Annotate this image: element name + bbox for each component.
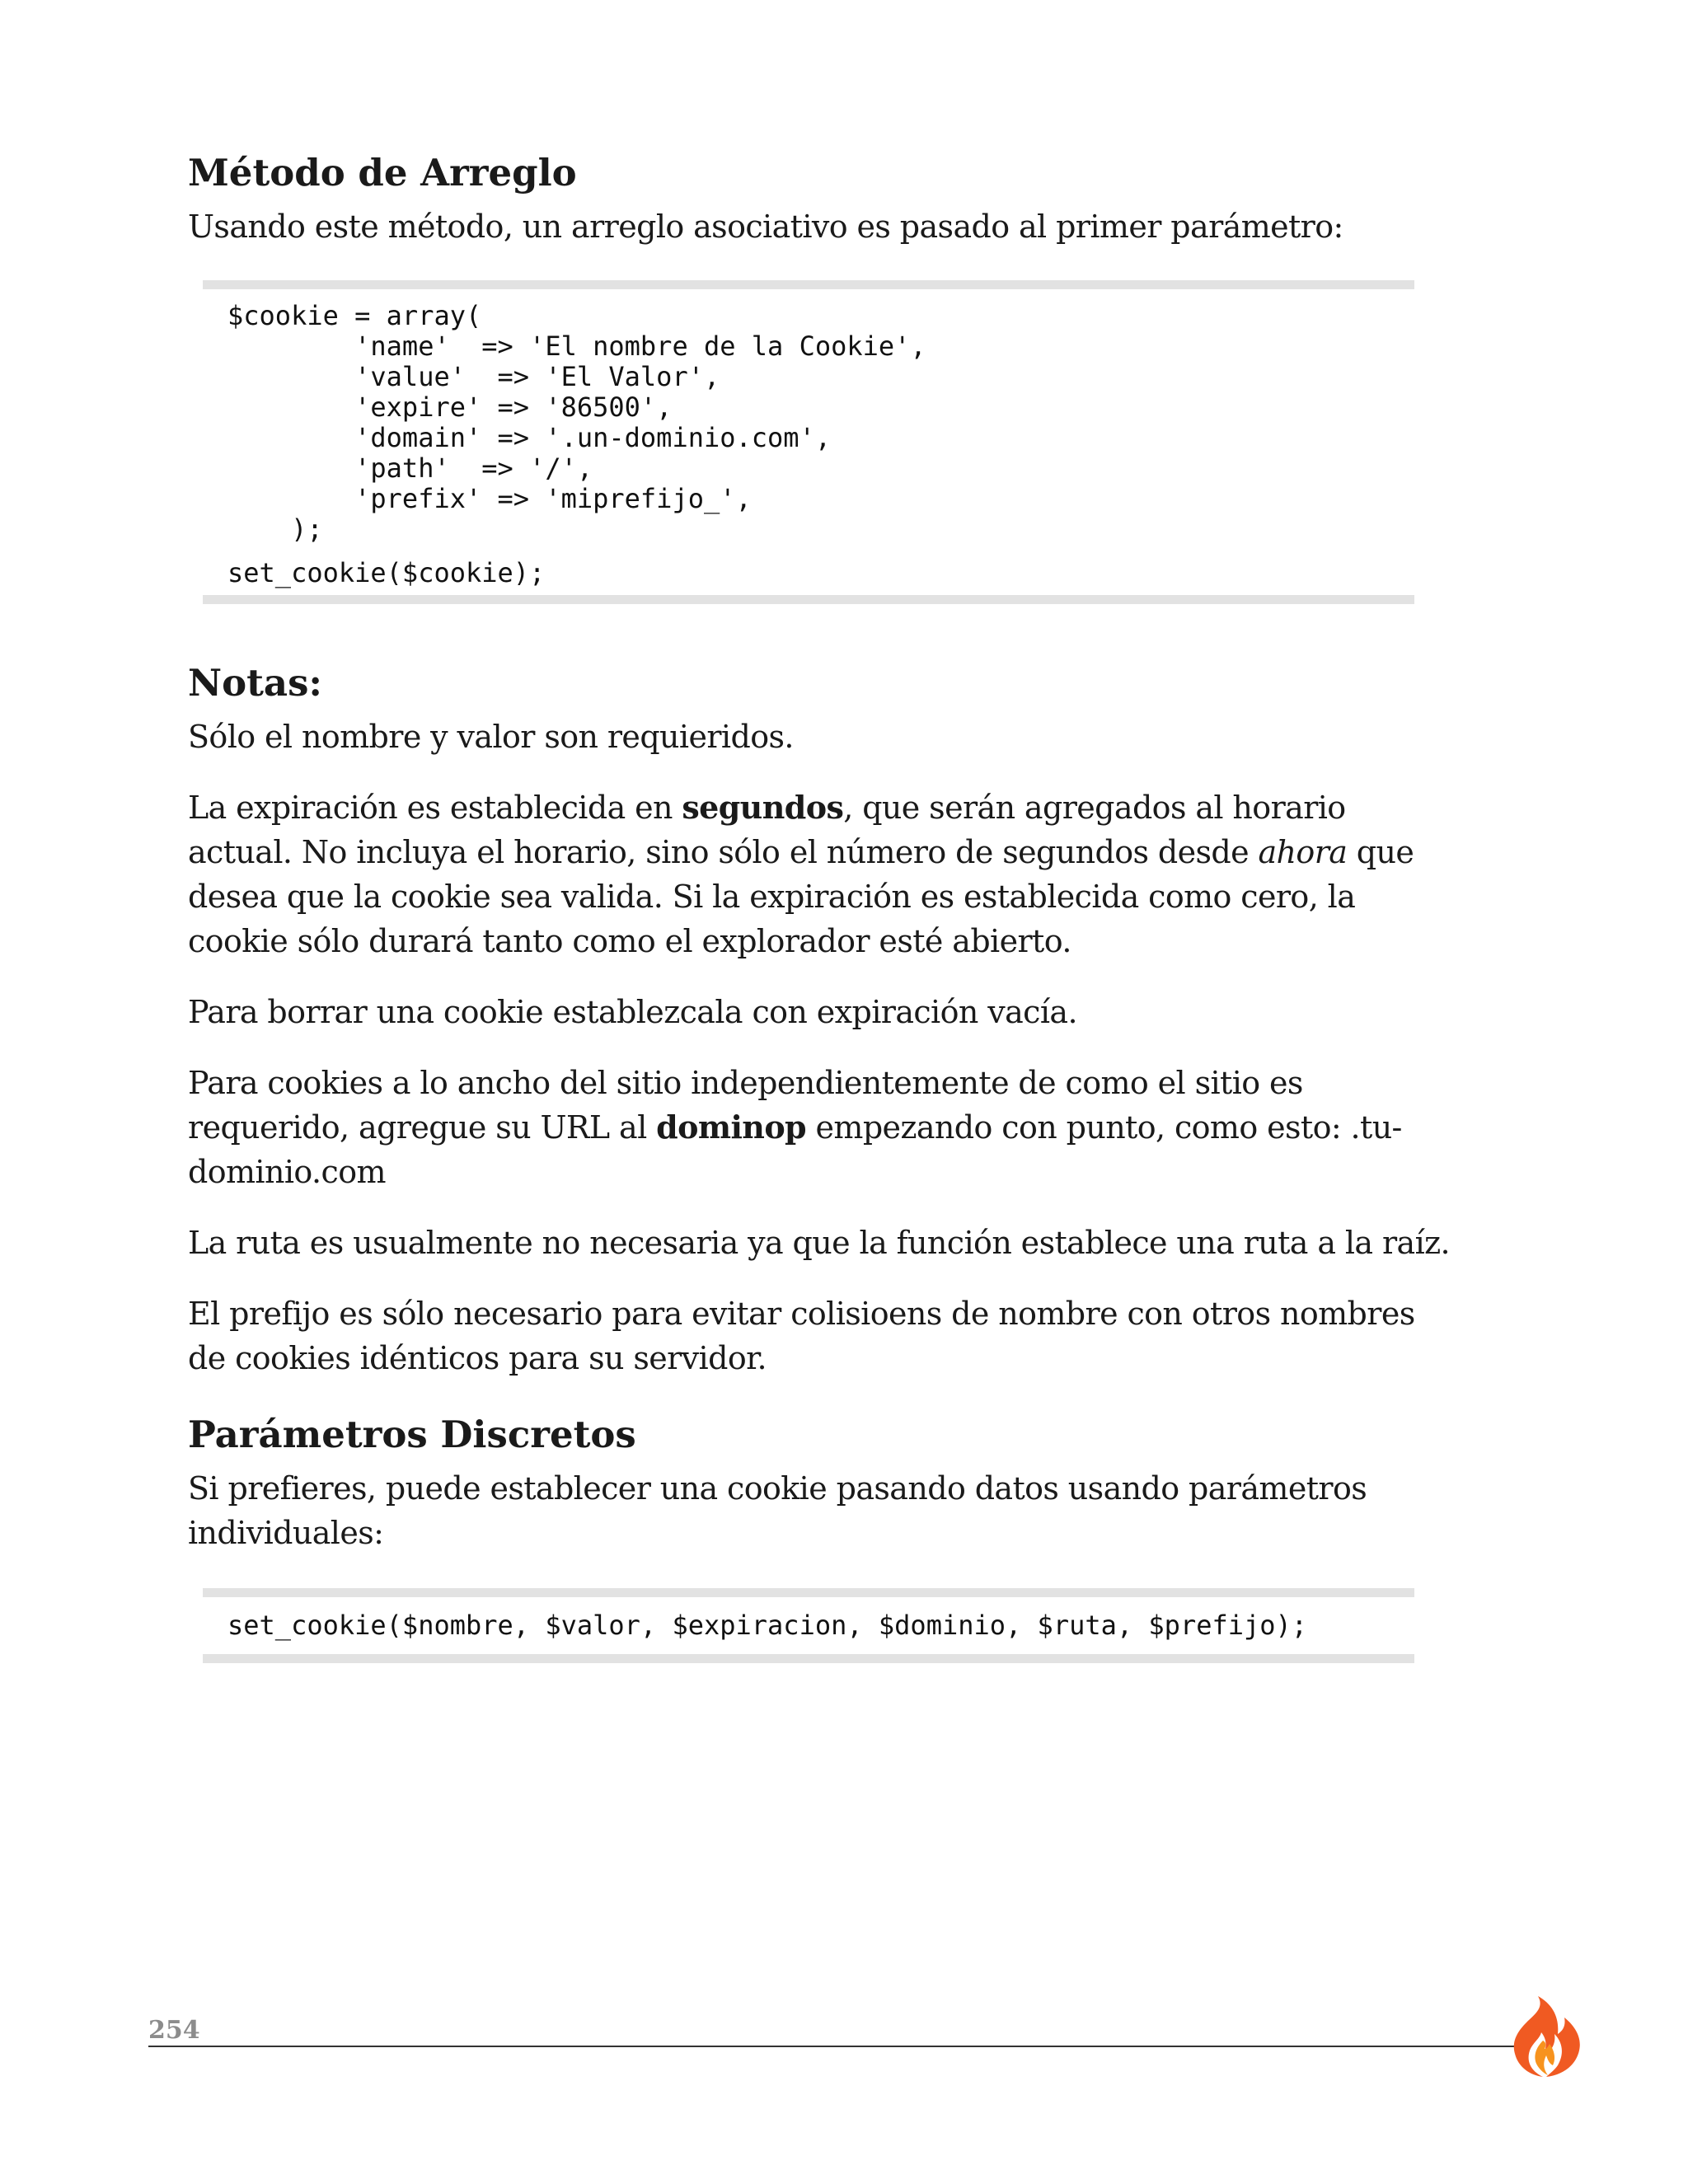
notes-paragraph-delete: Para borrar una cookie establezcala con expiración vacía. (188, 994, 1077, 1030)
notes-paragraph-required: Sólo el nombre y valor son requieridos. (188, 719, 794, 755)
notes-expiration-text-a: La expiración es establecida en (188, 790, 682, 826)
section-intro-array-method: Usando este método, un arreglo asociativo es pasado al primer parámetro: (188, 209, 1343, 245)
notes-heading: Notas: (188, 661, 323, 705)
notes-domain-text-a: Para cookies a lo ancho del sitio independientemente de como el sitio es requerido, agregue su URL al (188, 1065, 1303, 1146)
notes-expiration-italic: ahora (1258, 834, 1348, 870)
code-block-array (203, 280, 1414, 604)
notes-expiration-bold: segundos (682, 789, 844, 826)
section-intro-discrete-params: Si prefieres, puede establecer una cookie pasando datos usando parámetros individuales: (188, 1470, 1367, 1551)
code-set-cookie-call: set_cookie($cookie); (227, 557, 546, 588)
code-discrete-call: set_cookie($nombre, $valor, $expiracion, $dominio, $ruta, $prefijo); (227, 1610, 1308, 1641)
code-block-discrete (203, 1588, 1414, 1663)
section-heading-array-method: Método de Arreglo (188, 151, 577, 194)
notes-paragraph-path: La ruta es usualmente no necesaria ya que la función establece una ruta a la raíz. (188, 1225, 1451, 1261)
notes-paragraph-domain (188, 1061, 1457, 1194)
code-array-definition: $cookie = array( 'name' => 'El nombre de la Cookie', 'value' => 'El Valor', 'expire' => '86500', 'domain' => '.un-dominio.com', 'path' => '/', 'prefix' => 'miprefijo_', ); (227, 300, 926, 545)
notes-expiration-text-c: que desea que la cookie sea valida. Si la expiración es establecida como cero, la cookie sólo durará tanto como el explorador esté abierto. (188, 834, 1414, 959)
notes-domain-text-b: empezando con punto, como esto: .tu-dominio.com (188, 1109, 1402, 1190)
footer-divider (148, 2046, 1525, 2047)
page-content (188, 148, 1457, 1663)
notes-paragraph-prefix: El prefijo es sólo necesario para evitar colisioens de nombre con otros nombres de cookies idénticos para su servidor. (188, 1296, 1415, 1376)
notes-domain-bold: dominop (656, 1108, 807, 1146)
flame-logo-icon (1505, 1993, 1582, 2079)
notes-expiration-text-b: , que serán agregados al horario actual. No incluya el horario, sino sólo el número de segundos desde (188, 790, 1346, 870)
section-heading-discrete-params: Parámetros Discretos (188, 1413, 636, 1456)
notes-paragraph-expiration (188, 785, 1457, 963)
page-number: 254 (148, 2016, 200, 2045)
